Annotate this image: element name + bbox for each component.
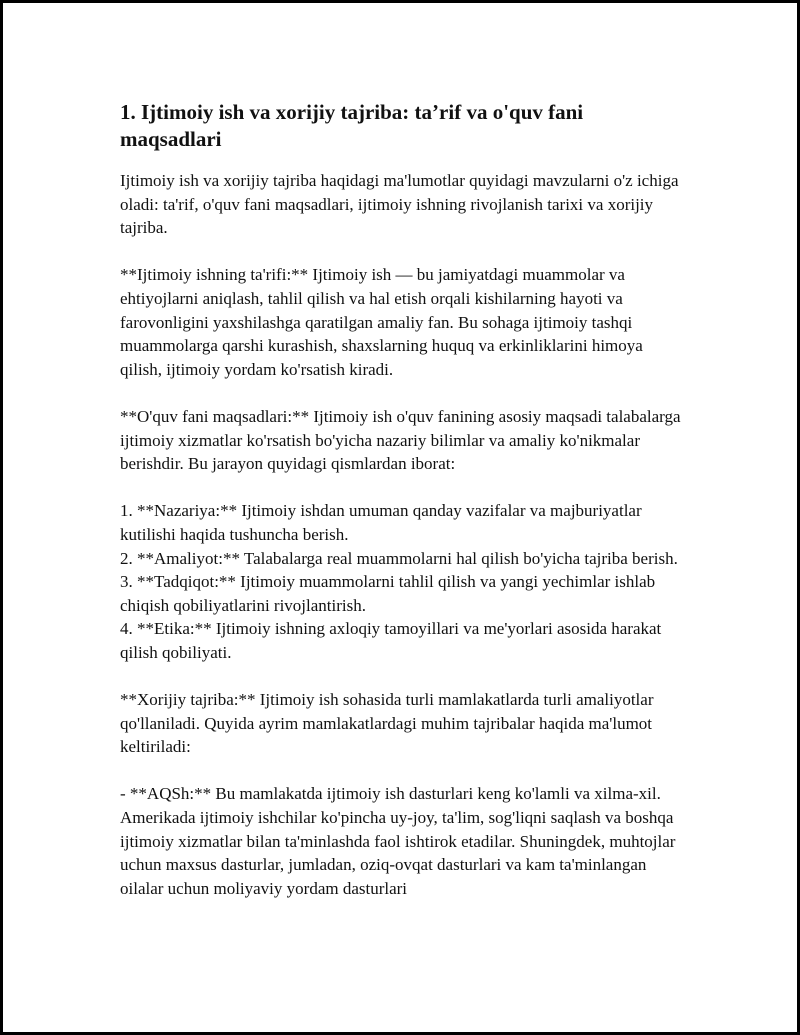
document-title: 1. Ijtimoiy ish va xorijiy tajriba: ta’rif va o'quv fani maqsadlari [120, 100, 584, 151]
list-item: 3. **Tadqiqot:** Ijtimoiy muammolarni tahlil qilish va yangi yechimlar ishlab chiqish qobiliyatlarini rivojlantirish. [120, 572, 656, 615]
foreign-experience-paragraph: **Xorijiy tajriba:** Ijtimoiy ish sohasida turli mamlakatlarda turli amaliyotlar qo'llaniladi. Quyida ayrim mamlakatlardagi muhim tajribalar haqida ma'lumot keltiriladi: [120, 690, 654, 757]
document-body [120, 99, 688, 924]
goals-list [120, 499, 688, 664]
definition-paragraph: **Ijtimoiy ishning ta'rifi:** Ijtimoiy ish — bu jamiyatdagi muammolar va ehtiyojlarni aniqlash, tahlil qilish va hal etish orqali kishilarning hayoti va farovonligini yaxshilashga qaratilgan amaliy fan. Bu sohaga ijtimoiy tashqi muammolarga qarshi kurashish, shaxslarning huquq va erkinliklarini himoya qilish, ijtimoiy yordam ko'rsatish kiradi. [120, 265, 643, 379]
list-item: 4. **Etika:** Ijtimoiy ishning axloqiy tamoyillari va me'yorlari asosida harakat qilish qobiliyati. [120, 619, 662, 662]
usa-paragraph: - **AQSh:** Bu mamlakatda ijtimoiy ish dasturlari keng ko'lamli va xilma-xil. Amerikada ijtimoiy ishchilar ko'pincha uy-joy, ta'lim, sog'liqni saqlash va boshqa ijtimoiy xizmatlar bilan ta'minlashda faol ishtirok etadilar. Shuningdek, muhtojlar uchun maxsus dasturlar, jumladan, oziq-ovqat dasturlari va kam ta'minlangan oilalar uchun moliyaviy yordam dasturlari [120, 784, 676, 898]
intro-paragraph: Ijtimoiy ish va xorijiy tajriba haqidagi ma'lumotlar quyidagi mavzularni o'z ichiga oladi: ta'rif, o'quv fani maqsadlari, ijtimoiy ishning rivojlanish tarixi va xorijiy tajriba. [120, 171, 679, 238]
list-item: 2. **Amaliyot:** Talabalarga real muammolarni hal qilish bo'yicha tajriba berish. [120, 548, 678, 568]
list-item: 1. **Nazariya:** Ijtimoiy ishdan umuman qanday vazifalar va majburiyatlar kutilishi haqida tushuncha berish. [120, 501, 642, 544]
goals-paragraph: **O'quv fani maqsadlari:** Ijtimoiy ish o'quv fanining asosiy maqsadi talabalarga ijtimoiy xizmatlar ko'rsatish bo'yicha nazariy bilimlar va amaliy ko'nikmalar berishdir. Bu jarayon quyidagi qismlardan iborat: [120, 406, 681, 474]
